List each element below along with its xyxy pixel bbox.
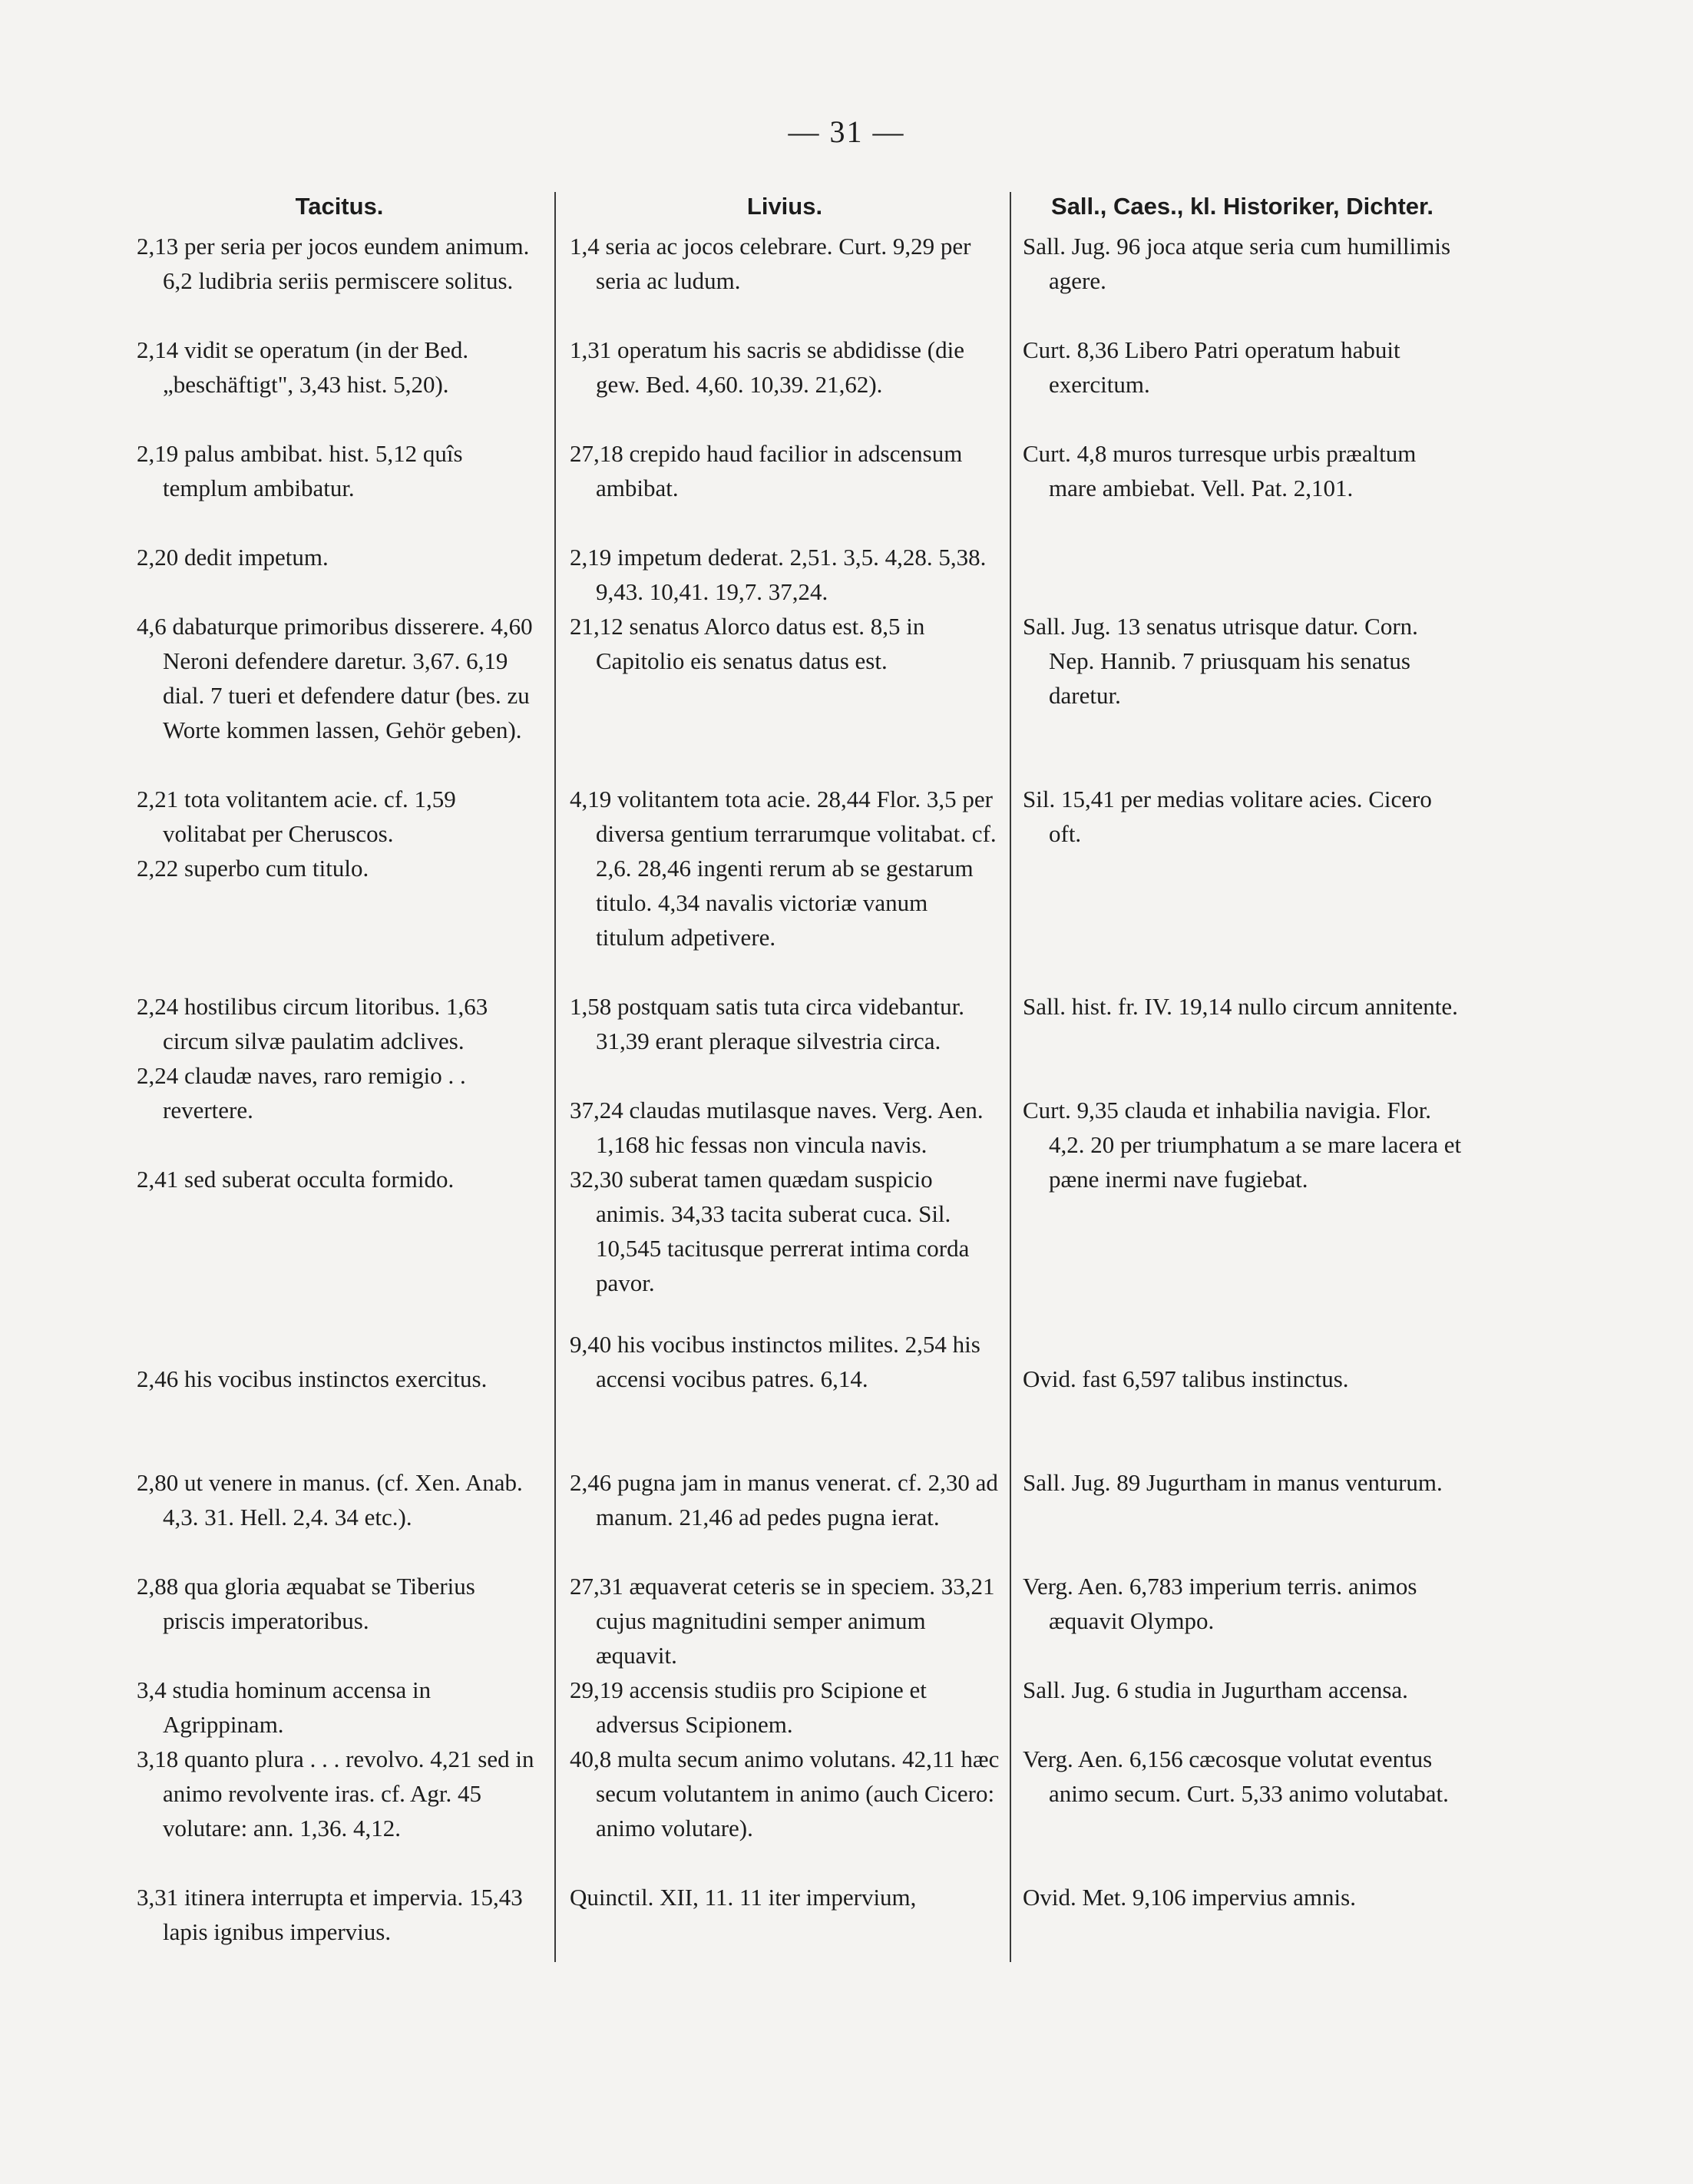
citation-entry: Sall. Jug. 89 Jugurtham in manus venturum.: [1023, 1469, 1443, 1496]
citation-entry: 2,22 superbo cum titulo.: [137, 855, 369, 882]
citation-entry: 21,12 senatus Alorco datus est. 8,5 in Capitolio eis senatus datus est.: [570, 613, 925, 674]
page-number: — 31 —: [788, 114, 905, 149]
citation-entry: 2,24 hostilibus circum litoribus. 1,63 circum silvæ paulatim adclives.: [137, 993, 488, 1054]
citation-entry: 27,31 æquaverat ceteris se in speciem. 33,21 cujus magnitudini semper animum æquavit.: [570, 1573, 995, 1669]
citation-entry: Curt. 9,35 clauda et inhabilia navigia. Flor. 4,2. 20 per triumphatum a se mare lacera et pæne inermi nave fugiebat.: [1023, 1097, 1462, 1193]
citation-entry: Sall. hist. fr. IV. 19,14 nullo circum annitente.: [1023, 993, 1458, 1020]
citation-entry: 2,80 ut venere in manus. (cf. Xen. Anab. 4,3. 31. Hell. 2,4. 34 etc.).: [137, 1469, 523, 1530]
citation-entry: 2,20 dedit impetum.: [137, 544, 329, 571]
column-sallust-caesar-historians-poets: [1023, 190, 1462, 1911]
citation-entry: 2,41 sed suberat occulta formido.: [137, 1166, 455, 1193]
citation-entry: Ovid. Met. 9,106 impervius amnis.: [1023, 1884, 1356, 1911]
citation-entry: 2,13 per seria per jocos eundem animum. 6,2 ludibria seriis permiscere solitus.: [137, 233, 530, 294]
column-livius: [570, 190, 1000, 1911]
citation-entry: 29,19 accensis studiis pro Scipione et adversus Scipionem.: [570, 1676, 927, 1738]
column-divider: [554, 192, 556, 1962]
citation-entry: Ovid. fast 6,597 talibus instinctus.: [1023, 1365, 1349, 1392]
citation-entry: 2,46 pugna jam in manus venerat. cf. 2,30 ad manum. 21,46 ad pedes pugna ierat.: [570, 1469, 998, 1530]
citation-entry: 2,14 vidit se operatum (in der Bed. „beschäftigt", 3,43 hist. 5,20).: [137, 336, 469, 398]
column-header: Livius.: [746, 193, 823, 220]
citation-entry: Sall. Jug. 6 studia in Jugurtham accensa.: [1023, 1676, 1408, 1703]
citation-entry: 1,58 postquam satis tuta circa videbantur. 31,39 erant pleraque silvestria circa.: [570, 993, 964, 1054]
column-divider: [1010, 192, 1011, 1962]
citation-entry: Sall. Jug. 13 senatus utrisque datur. Corn. Nep. Hannib. 7 priusquam his senatus daretur.: [1023, 613, 1418, 709]
citation-entry: 3,18 quanto plura . . . revolvo. 4,21 sed in animo revolvente iras. cf. Agr. 45 volutare: ann. 1,36. 4,12.: [137, 1746, 534, 1842]
citation-entry: Sall. Jug. 96 joca atque seria cum humillimis agere.: [1023, 233, 1451, 294]
citation-entry: Verg. Aen. 6,156 cæcosque volutat eventus animo secum. Curt. 5,33 animo volutabat.: [1023, 1746, 1449, 1807]
citation-entry: 2,19 palus ambibat. hist. 5,12 quîs templum ambibatur.: [137, 440, 463, 501]
column-header: Tacitus.: [295, 193, 384, 220]
citation-entry: 9,40 his vocibus instinctos milites. 2,54 his accensi vocibus patres. 6,14.: [570, 1331, 980, 1392]
citation-entry: 40,8 multa secum animo volutans. 42,11 hæc secum volutantem in animo (auch Cicero: animo volutare).: [570, 1746, 1000, 1842]
column-tacitus: [137, 190, 542, 1945]
citation-entry: 3,4 studia hominum accensa in Agrippinam.: [137, 1676, 432, 1738]
citation-entry: 2,21 tota volitantem acie. cf. 1,59 volitabat per Cheruscos.: [137, 786, 456, 847]
citation-entry: 1,31 operatum his sacris se abdidisse (die gew. Bed. 4,60. 10,39. 21,62).: [570, 336, 964, 398]
citation-entry: 37,24 claudas mutilasque naves. Verg. Aen. 1,168 hic fessas non vincula navis.: [570, 1097, 984, 1158]
citation-entry: 2,46 his vocibus instinctos exercitus.: [137, 1365, 488, 1392]
citation-entry: 27,18 crepido haud facilior in adscensum ambibat.: [570, 440, 963, 501]
citation-entry: 2,88 qua gloria æquabat se Tiberius priscis imperatoribus.: [137, 1573, 475, 1634]
citation-entry: Quinctil. XII, 11. 11 iter impervium,: [570, 1884, 917, 1911]
citation-entry: Curt. 8,36 Libero Patri operatum habuit exercitum.: [1023, 336, 1400, 398]
citation-entry: Verg. Aen. 6,783 imperium terris. animos æquavit Olympo.: [1023, 1573, 1417, 1634]
citation-entry: 1,4 seria ac jocos celebrare. Curt. 9,29 per seria ac ludum.: [570, 233, 971, 294]
citation-entry: 4,6 dabaturque primoribus disserere. 4,60 Neroni defendere daretur. 3,67. 6,19 dial. 7 tueri et defendere datur (bes. zu Worte kommen lassen, Gehör geben).: [137, 613, 533, 743]
citation-entry: 3,31 itinera interrupta et impervia. 15,43 lapis ignibus impervius.: [137, 1884, 523, 1945]
citation-entry: Sil. 15,41 per medias volitare acies. Cicero oft.: [1023, 786, 1432, 847]
citation-entry: 2,24 claudæ naves, raro remigio . . revertere.: [137, 1062, 466, 1123]
citation-entry: Curt. 4,8 muros turresque urbis præaltum mare ambiebat. Vell. Pat. 2,101.: [1023, 440, 1417, 501]
citation-entry: 4,19 volitantem tota acie. 28,44 Flor. 3,5 per diversa gentium terrarumque volitabat. cf. 2,6. 28,46 ingenti rerum ab se gestarum titulo. 4,34 navalis victoriæ vanum titulum adpetivere.: [570, 786, 997, 951]
column-header: Sall., Caes., kl. Historiker, Dichter.: [1051, 193, 1433, 220]
citation-entry: 2,19 impetum dederat. 2,51. 3,5. 4,28. 5,38. 9,43. 10,41. 19,7. 37,24.: [570, 544, 987, 605]
citation-entry: 32,30 suberat tamen quædam suspicio animis. 34,33 tacita suberat cuca. Sil. 10,545 tacitusque perrerat intima corda pavor.: [570, 1166, 970, 1296]
